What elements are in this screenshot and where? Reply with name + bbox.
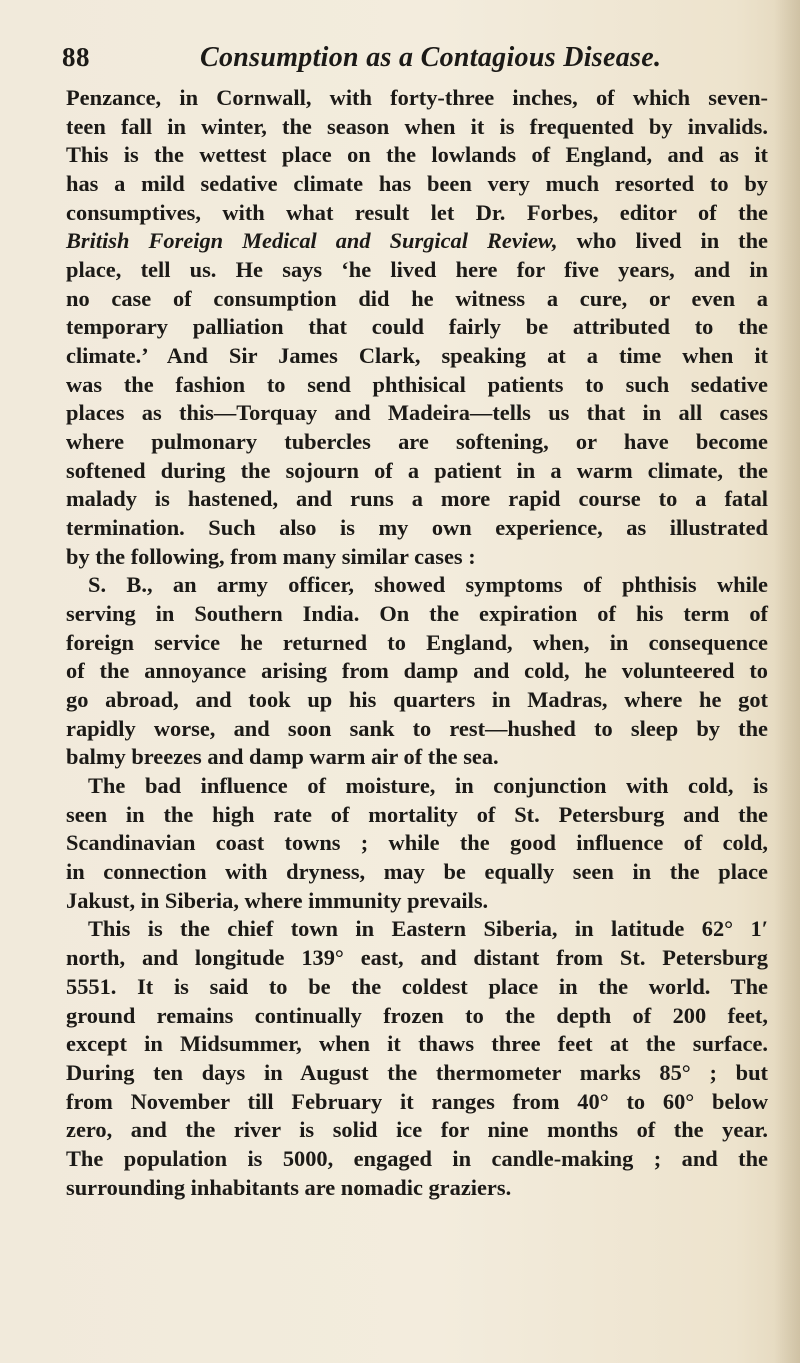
line-text: rapidly worse, and soon sank to rest—hushed to sleep by the [66,715,768,741]
text-line [66,485,768,514]
text-line [66,915,768,944]
line-text: temporary palliation that could fairly be attributed to the [66,314,768,340]
line-text: place, tell us. He says ‘he lived here for five years, and in [66,257,768,283]
line-text: Scandinavian coast towns ; while the good influence of cold, [66,830,768,856]
text-line [66,772,768,801]
text-line [66,600,768,629]
line-text: The bad influence of moisture, in conjunction with cold, is [88,773,768,799]
text-line [66,657,768,686]
line-text: in connection with dryness, may be equally seen in the place [66,859,768,885]
text-line [66,170,768,199]
line-text: zero, and the river is solid ice for nine months of the year. [66,1117,768,1143]
text-line [66,141,768,170]
line-text: except in Midsummer, when it thaws three feet at the surface. [66,1031,768,1057]
text-line [66,1116,768,1145]
text-line [66,1059,768,1088]
text-line [66,1088,768,1117]
text-line [66,801,768,830]
line-text: seen in the high rate of mortality of St. Petersburg and the [66,801,768,827]
text-line [66,1145,768,1174]
text-line [66,256,768,285]
line-text: The population is 5000, engaged in candle-making ; and the [66,1145,768,1171]
line-text: teen fall in winter, the season when it is frequented by invalids. [66,113,768,139]
text-line [66,543,768,572]
line-text: where pulmonary tubercles are softening, or have become [66,429,768,455]
text-line [66,84,768,113]
line-text: no case of consumption did he witness a cure, or even a [66,285,768,311]
body-text [66,84,768,1202]
text-line [66,829,768,858]
text-line [66,113,768,142]
text-line [66,973,768,1002]
line-text: places as this—Torquay and Madeira—tells us that in all cases [66,400,768,426]
line-text: consumptives, with what result let Dr. Forbes, editor of the [66,199,768,225]
text-line [66,715,768,744]
line-text: Penzance, in Cornwall, with forty-three inches, of which seven- [66,85,768,110]
text-line [66,571,768,600]
text-line [66,399,768,428]
line-text: 5551. It is said to be the coldest place in the world. The [66,973,768,999]
text-line [66,199,768,228]
italic-title: British Foreign Medical and Surgical Review, [66,228,558,254]
text-line [66,1030,768,1059]
line-text: malady is hastened, and runs a more rapid course to a fatal [66,486,768,512]
line-text: go abroad, and took up his quarters in Madras, where he got [66,687,768,713]
text-line [66,743,768,772]
line-text: S. B., an army officer, showed symptoms of phthisis while [88,572,768,598]
text-line [66,1174,768,1203]
line-text: climate.’ And Sir James Clark, speaking at a time when it [66,343,768,369]
text-line [66,371,768,400]
text-line [66,514,768,543]
running-title: Consumption as a Contagious Disease. [200,42,662,73]
line-text: who lived in the [557,228,768,254]
line-text: balmy breezes and damp warm air of the sea. [66,744,499,770]
line-text: foreign service he returned to England, when, in consequence [66,629,768,655]
text-line [66,1002,768,1031]
text-line [66,342,768,371]
line-text: This is the wettest place on the lowlands of England, and as it [66,142,768,168]
text-line [66,887,768,916]
text-line [66,457,768,486]
line-text: surrounding inhabitants are nomadic graziers. [66,1174,512,1200]
text-line [66,629,768,658]
page-edge-shadow [774,0,800,1363]
line-text: was the fashion to send phthisical patients to such sedative [66,371,768,397]
line-text: from November till February it ranges from 40° to 60° below [66,1088,768,1114]
line-text: softened during the sojourn of a patient in a warm climate, the [66,457,768,483]
line-text: north, and longitude 139° east, and distant from St. Petersburg [66,945,768,971]
line-text: Jakust, in Siberia, where immunity prevails. [66,887,489,913]
line-text: serving in Southern India. On the expiration of his term of [66,601,768,627]
line-text: This is the chief town in Eastern Siberia, in latitude 62° 1′ [88,916,768,942]
line-text: by the following, from many similar cases : [66,543,476,569]
line-text: During ten days in August the thermometer marks 85° ; but [66,1059,768,1085]
text-line [66,313,768,342]
text-line [66,285,768,314]
line-text: of the annoyance arising from damp and cold, he volunteered to [66,658,768,684]
text-line [66,858,768,887]
text-line [66,428,768,457]
line-text: termination. Such also is my own experience, as illustrated [66,515,768,541]
text-line [66,686,768,715]
line-text: has a mild sedative climate has been very much resorted to by [66,171,768,197]
line-text: ground remains continually frozen to the depth of 200 feet, [66,1002,768,1028]
page-number: 88 [62,42,90,72]
text-line [66,944,768,973]
running-head [62,42,762,82]
text-line [66,227,768,256]
